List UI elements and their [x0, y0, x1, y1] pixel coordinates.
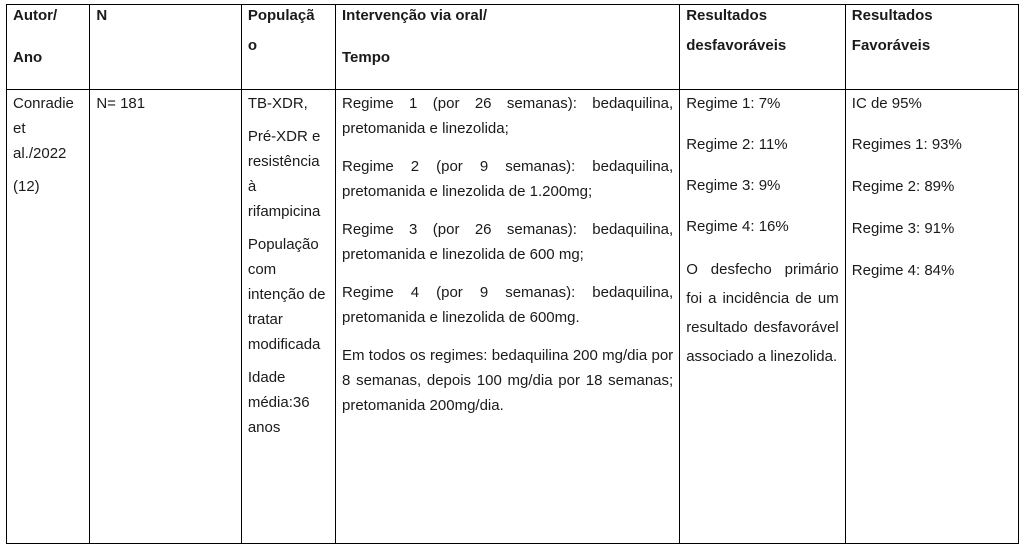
cell-n	[90, 90, 242, 544]
desfavoravel-item: Regime 3: 9%	[686, 177, 781, 194]
study-table	[6, 4, 1019, 544]
cell-intervencao	[336, 90, 680, 544]
desfavoravel-item: Regime 4: 16%	[686, 218, 789, 235]
header-populacao-line2: o	[247, 37, 258, 54]
header-favoraveis	[845, 5, 1018, 90]
regime-item: Regime 4 (por 9 semanas): bedaquilina, pretomanida e linezolida de 600mg.	[342, 284, 674, 326]
cell-populacao	[241, 90, 335, 544]
populacao-item: Idade média:36 anos	[247, 369, 310, 436]
header-n	[90, 5, 242, 90]
regime-item: Regime 3 (por 26 semanas): bedaquilina, pretomanida e linezolida de 600 mg;	[342, 221, 674, 263]
favoravel-item: IC de 95%	[851, 95, 922, 112]
header-autor	[7, 5, 90, 90]
header-intervencao	[336, 5, 680, 90]
header-intervencao-line1: Intervenção via oral/	[342, 7, 488, 24]
header-n-label: N	[96, 7, 108, 24]
header-intervencao-line2: Tempo	[342, 49, 391, 66]
desfavoravel-item: Regime 2: 11%	[686, 136, 788, 153]
cell-autor	[7, 90, 90, 544]
populacao-item: Pré-XDR e resistência à rifampicina	[247, 128, 321, 220]
regime-note: Em todos os regimes: bedaquilina 200 mg/dia por 8 semanas, depois 100 mg/dia por 18 semanas; pretomanida 200mg/dia.	[342, 347, 674, 414]
regime-item: Regime 2 (por 9 semanas): bedaquilina, pretomanida e linezolida de 1.200mg;	[342, 158, 674, 200]
header-populacao	[241, 5, 335, 90]
header-row	[7, 5, 1019, 90]
sample-size: N= 181	[96, 95, 146, 112]
autor-line: et	[13, 120, 26, 137]
header-desfavoraveis-line1: Resultados	[686, 7, 768, 24]
favoravel-item: Regimes 1: 93%	[851, 136, 962, 153]
autor-reference: (12)	[13, 178, 40, 195]
autor-line: Conradie	[13, 95, 74, 112]
favoravel-item: Regime 3: 91%	[851, 220, 955, 237]
header-desfavoraveis	[680, 5, 846, 90]
desfecho-text: O desfecho primário foi a incidência de um resultado desfavorável associado a linezolida.	[686, 261, 839, 365]
regime-item: Regime 1 (por 26 semanas): bedaquilina, pretomanida e linezolida;	[342, 95, 674, 137]
autor-line: al./2022	[13, 145, 67, 162]
cell-favoraveis	[845, 90, 1018, 544]
header-favoraveis-line2: Favoráveis	[851, 37, 931, 54]
favoravel-item: Regime 2: 89%	[851, 178, 955, 195]
header-favoraveis-line1: Resultados	[851, 7, 933, 24]
header-desfavoraveis-line2: desfavoráveis	[686, 37, 787, 54]
desfavoravel-item: Regime 1: 7%	[686, 95, 781, 112]
cell-desfavoraveis	[680, 90, 846, 544]
populacao-item: População com intenção de tratar modificada	[247, 236, 326, 353]
table-row	[7, 90, 1019, 544]
populacao-item: TB-XDR,	[247, 95, 308, 112]
header-autor-line2: Ano	[13, 49, 43, 66]
header-autor-line1: Autor/	[13, 7, 58, 24]
favoravel-item: Regime 4: 84%	[851, 262, 955, 279]
header-populacao-line1: Populaçã	[247, 7, 315, 24]
